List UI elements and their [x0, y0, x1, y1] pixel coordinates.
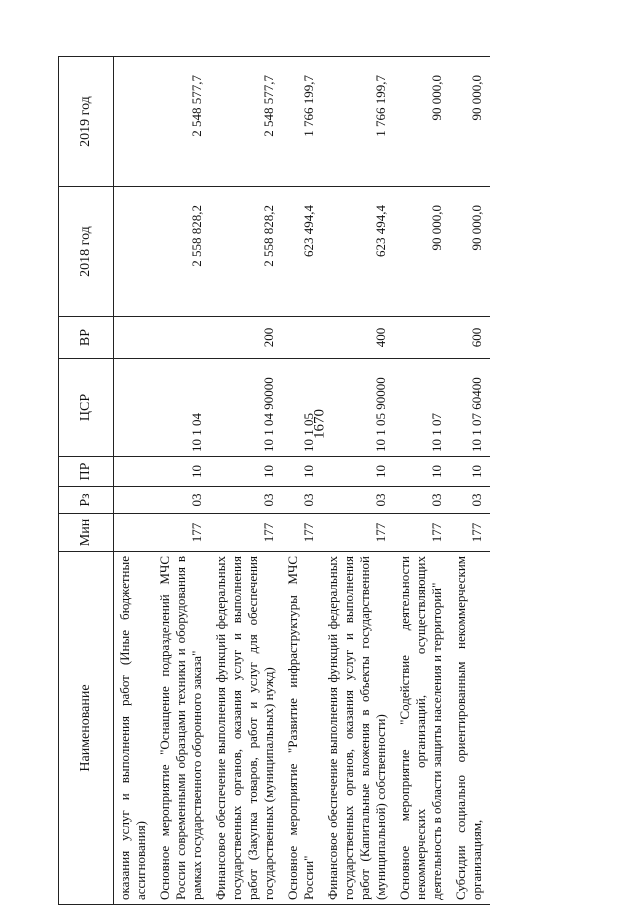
header-csr: ЦСР [59, 359, 114, 457]
row-2018: 90 000,0 [394, 187, 450, 317]
row-csr: 10 1 07 60400 [450, 359, 490, 457]
row-vr: 600 [450, 317, 490, 359]
table-row [322, 57, 394, 905]
row-csr: 10 1 05 90000 [322, 359, 394, 457]
header-rz: Рз [59, 487, 114, 514]
row-rz: 03 [282, 487, 322, 514]
budget-table [58, 56, 490, 905]
header-min: Мин [59, 514, 114, 552]
row-rz [114, 487, 155, 514]
row-vr [394, 317, 450, 359]
row-2019: 1 766 199,7 [282, 57, 322, 187]
row-2018 [114, 187, 155, 317]
row-name: Основное мероприятие "Оснащение подразделений МЧС России современными образцами техники и оборудования в рамках государственного оборонного заказа" [154, 552, 210, 905]
header-2019: 2019 год [59, 57, 114, 187]
row-vr: 400 [322, 317, 394, 359]
row-pr [114, 457, 155, 487]
row-pr: 10 [154, 457, 210, 487]
row-csr: 10 1 04 [154, 359, 210, 457]
row-vr: 200 [210, 317, 282, 359]
row-pr: 10 [394, 457, 450, 487]
row-pr: 10 [450, 457, 490, 487]
row-name: Основное мероприятие "Развитие инфраструктуры МЧС России" [282, 552, 322, 905]
row-rz: 03 [322, 487, 394, 514]
row-name: оказания услуг и выполнения работ (Иные бюджетные ассигнования) [114, 552, 155, 905]
table-row [450, 57, 490, 905]
row-rz: 03 [450, 487, 490, 514]
row-2019: 2 548 577,7 [210, 57, 282, 187]
row-2019: 1 766 199,7 [322, 57, 394, 187]
row-pr: 10 [210, 457, 282, 487]
budget-sheet [58, 57, 588, 905]
row-min: 177 [282, 514, 322, 552]
row-2018: 623 494,4 [282, 187, 322, 317]
row-min [114, 514, 155, 552]
row-rz: 03 [394, 487, 450, 514]
row-name: Финансовое обеспечение выполнения функций федеральных государственных органов, оказания услуг и выполнения работ (Капитальные вложения в объекты государственной (муниципальной) собственности) [322, 552, 394, 905]
table-row [394, 57, 450, 905]
row-rz: 03 [210, 487, 282, 514]
row-vr [154, 317, 210, 359]
row-2018: 623 494,4 [322, 187, 394, 317]
row-min: 177 [322, 514, 394, 552]
row-2018: 90 000,0 [450, 187, 490, 317]
row-min: 177 [210, 514, 282, 552]
row-2019: 2 548 577,7 [154, 57, 210, 187]
row-csr: 10 1 07 [394, 359, 450, 457]
header-2018: 2018 год [59, 187, 114, 317]
row-csr: 10 1 04 90000 [210, 359, 282, 457]
row-name: Основное мероприятие "Содействие деятельности некоммерческих организаций, осуществляющих деятельность в области защиты населения и территорий" [394, 552, 450, 905]
row-2019 [114, 57, 155, 187]
table-row [210, 57, 282, 905]
row-pr: 10 [282, 457, 322, 487]
table-row [114, 57, 155, 905]
header-vr: ВР [59, 317, 114, 359]
row-min: 177 [154, 514, 210, 552]
row-min: 177 [450, 514, 490, 552]
header-pr: ПР [59, 457, 114, 487]
row-csr [114, 359, 155, 457]
row-2018: 2 558 828,2 [154, 187, 210, 317]
page-number: 1670 [311, 409, 328, 439]
row-name: Финансовое обеспечение выполнения функций федеральных государственных органов, оказания услуг и выполнения работ (Закупка товаров, работ и услуг для обеспечения государственных (муниципальных) нужд) [210, 552, 282, 905]
row-min: 177 [394, 514, 450, 552]
row-pr: 10 [322, 457, 394, 487]
header-row [59, 57, 114, 905]
row-rz: 03 [154, 487, 210, 514]
row-vr [114, 317, 155, 359]
row-2019: 90 000,0 [394, 57, 450, 187]
header-name: Наименование [59, 552, 114, 905]
row-name: Субсидии социально ориентированным некоммерческим организациям, [450, 552, 490, 905]
row-2019: 90 000,0 [450, 57, 490, 187]
table-row [154, 57, 210, 905]
row-vr [282, 317, 322, 359]
table-row [282, 57, 322, 905]
row-2018: 2 558 828,2 [210, 187, 282, 317]
row-csr: 10 1 05 [282, 359, 322, 457]
